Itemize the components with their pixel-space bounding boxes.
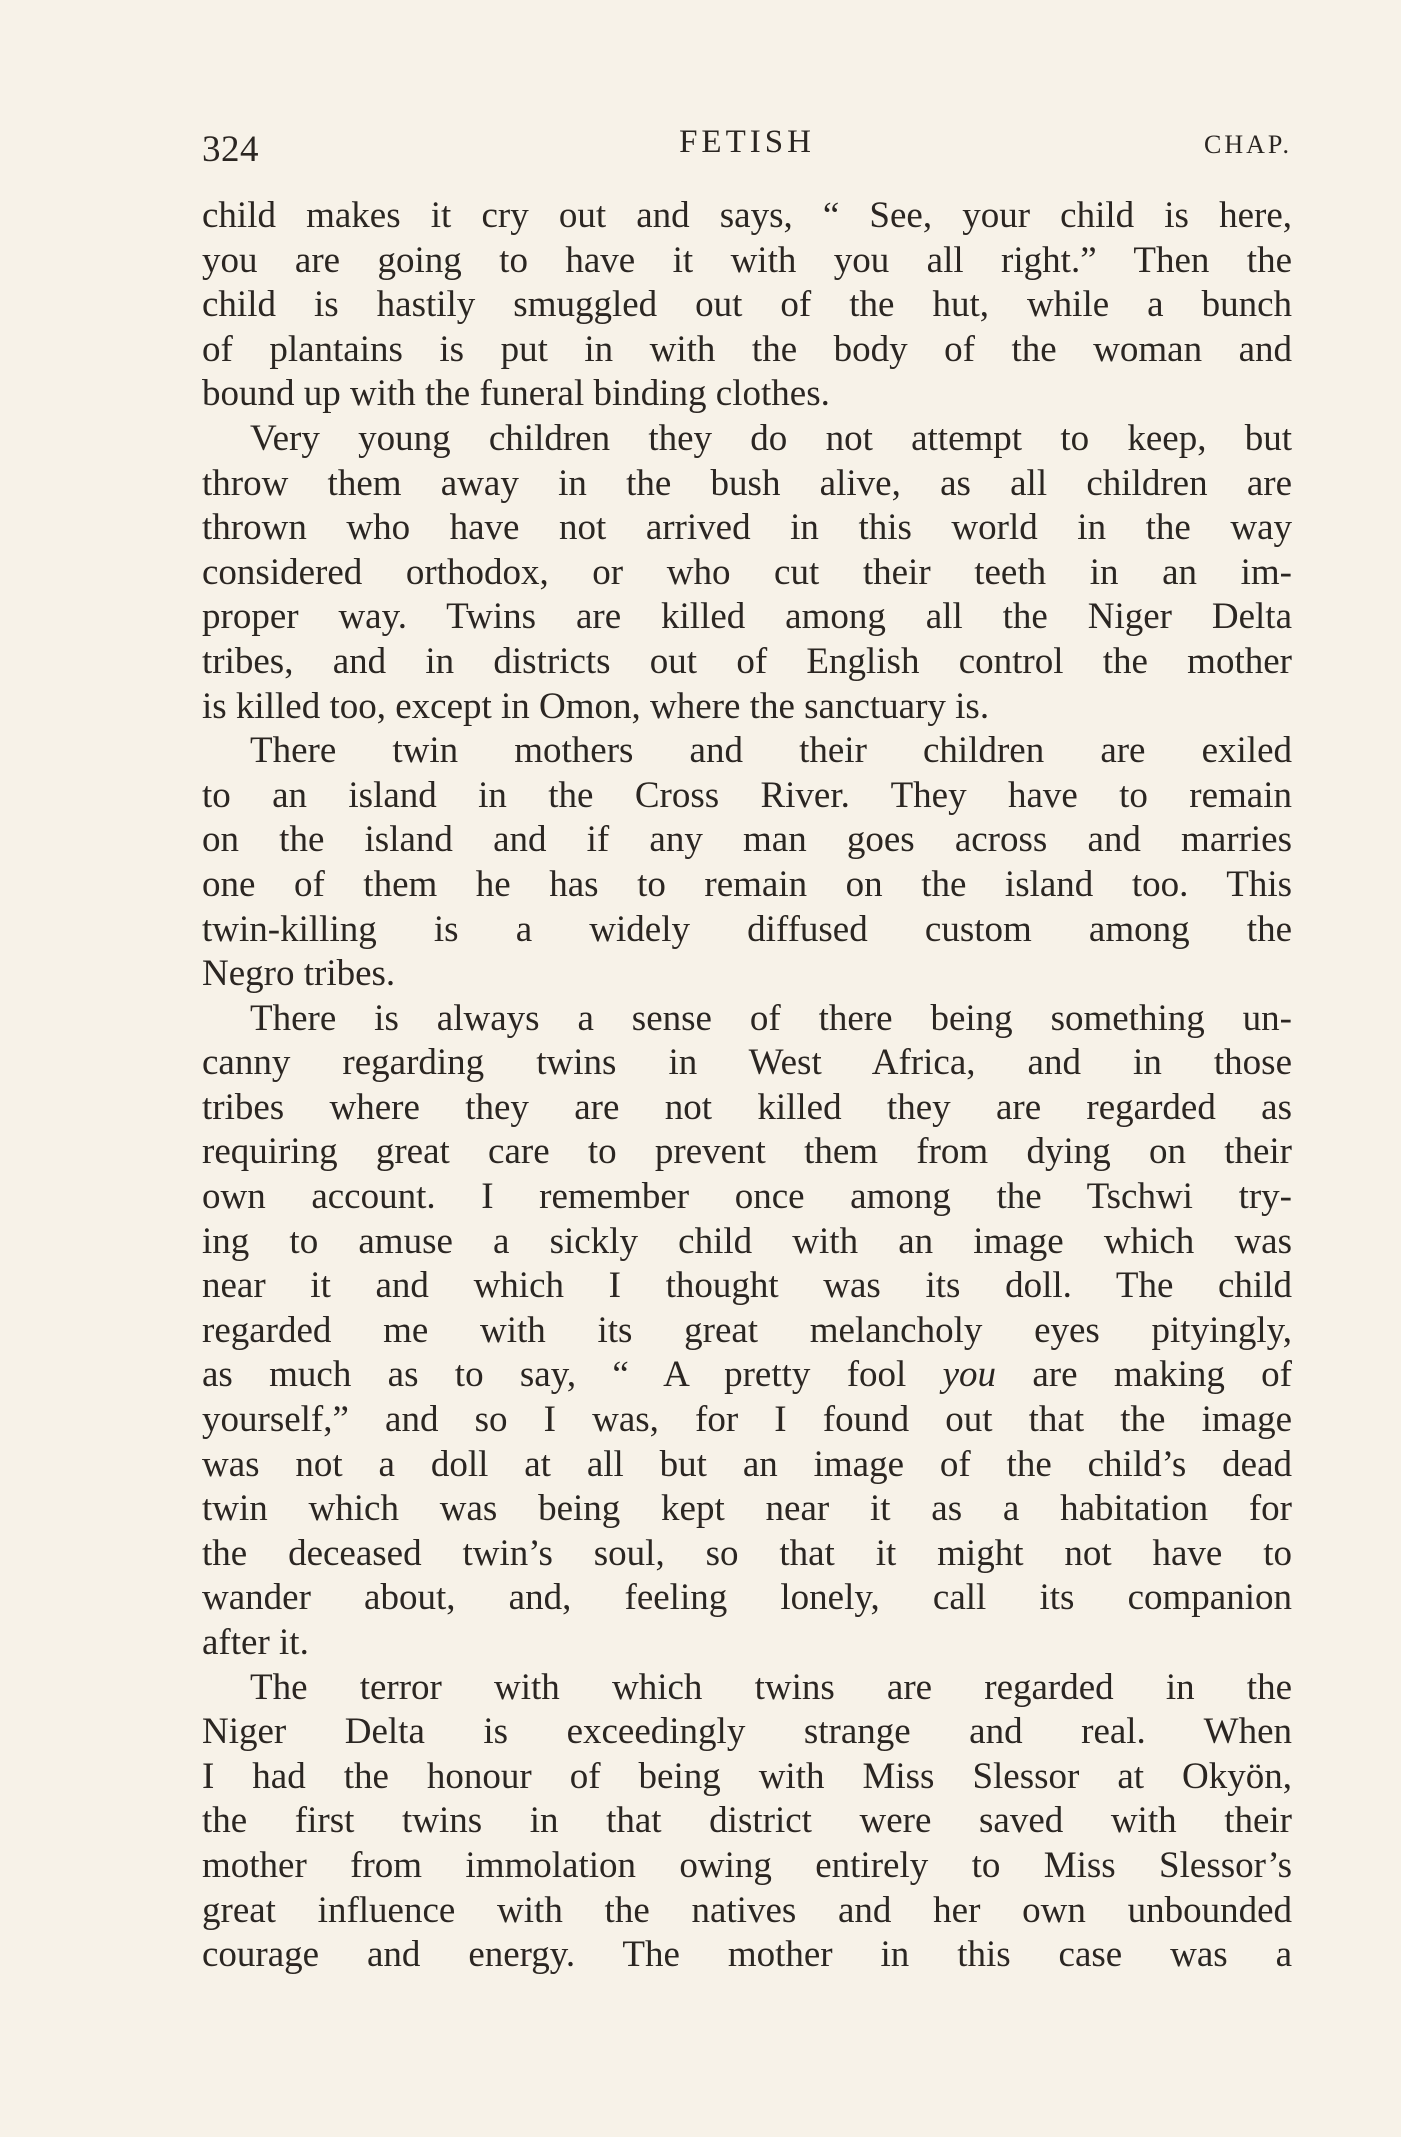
text-line: Negro tribes. — [202, 953, 396, 995]
text-line: There is always a sense of there being something un- — [250, 997, 1292, 1039]
text-line: you are going to have it with you all right.” Then the — [202, 239, 1292, 281]
text-line: tribes where they are not killed they are regarded as — [202, 1086, 1292, 1128]
text-line: bound up with the funeral binding clothes. — [202, 373, 830, 415]
emphasis-word: you — [942, 1354, 997, 1396]
text-line: the first twins in that district were saved with their — [202, 1800, 1292, 1842]
text-line: one of them he has to remain on the island too. This — [202, 863, 1292, 905]
text-line: ing to amuse a sickly child with an image which was — [202, 1220, 1292, 1262]
text-line: child makes it cry out and says, “ See, your child is here, — [202, 195, 1292, 236]
text-line: to an island in the Cross River. They have to remain — [202, 774, 1292, 816]
text-line: was not a doll at all but an image of the child’s dead — [202, 1443, 1292, 1485]
text-line: thrown who have not arrived in this world in the way — [202, 507, 1292, 549]
text-line: The terror with which twins are regarded in the — [250, 1666, 1292, 1708]
text-line: great influence with the natives and her own unbounded — [202, 1889, 1292, 1931]
text-line: on the island and if any man goes across and marries — [202, 819, 1292, 861]
text-line: twin-killing is a widely diffused custom among the — [202, 908, 1292, 950]
text-line: tribes, and in districts out of English control the mother — [202, 640, 1292, 682]
text-line: after it. — [202, 1622, 309, 1663]
text-line: I had the honour of being with Miss Slessor at Okyön, — [202, 1755, 1292, 1797]
text-line: canny regarding twins in West Africa, and in those — [202, 1042, 1292, 1084]
text-line: courage and energy. The mother in this case was a — [202, 1934, 1292, 1976]
chapter-label: CHAP. — [1204, 130, 1292, 159]
text-line: the deceased twin’s soul, so that it might not have to — [202, 1532, 1292, 1574]
text-line: There twin mothers and their children are exiled — [250, 730, 1292, 772]
text-line: yourself,” and so I was, for I found out that the image — [202, 1399, 1292, 1441]
text-line: regarded me with its great melancholy eyes pityingly, — [202, 1309, 1292, 1351]
text-line: wander about, and, feeling lonely, call its companion — [202, 1577, 1292, 1619]
text-line: is killed too, except in Omon, where the sanctuary is. — [202, 685, 990, 727]
text-line: of plantains is put in with the body of the woman and — [202, 328, 1292, 370]
text-line: considered orthodox, or who cut their teeth in an im- — [202, 551, 1292, 593]
page-body-text — [202, 194, 1292, 1978]
text-line: mother from immolation owing entirely to Miss Slessor’s — [202, 1844, 1292, 1886]
text-line: throw them away in the bush alive, as all children are — [202, 462, 1292, 504]
text-line: own account. I remember once among the Tschwi try- — [202, 1176, 1292, 1218]
page-number: 324 — [202, 129, 259, 170]
text-line: near it and which I thought was its doll. The child — [202, 1265, 1292, 1307]
text-line: requiring great care to prevent them from dying on their — [202, 1131, 1292, 1173]
text-line: Very young children they do not attempt to keep, but — [250, 417, 1292, 459]
text-line: proper way. Twins are killed among all the Niger Delta — [202, 596, 1292, 638]
text-line: twin which was being kept near it as a habitation for — [202, 1488, 1292, 1530]
running-title: FETISH — [679, 124, 815, 160]
running-header — [202, 122, 1292, 172]
text-line: as much as to say, “ A pretty fool you are making of — [202, 1354, 1292, 1396]
text-line: Niger Delta is exceedingly strange and real. When — [202, 1711, 1292, 1753]
text-line: child is hastily smuggled out of the hut, while a bunch — [202, 284, 1292, 326]
